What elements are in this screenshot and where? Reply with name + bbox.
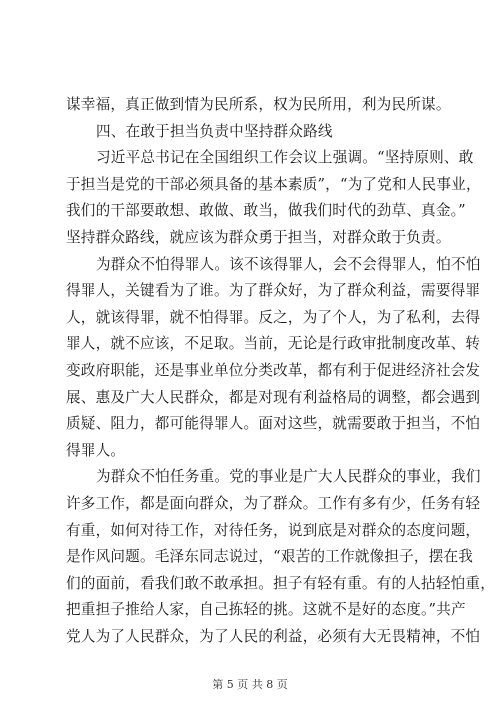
text-line: 坚持群众路线，就应该为群众勇于担当，对群众敢于负责。 <box>66 228 451 246</box>
text-line: 得罪人。 <box>66 441 126 459</box>
text-line: 得罪人，关键看为了谁。为了群众好，为了群众利益，需要得罪 <box>66 282 481 300</box>
text-line: 为群众不怕得罪人。该不该得罪人，会不会得罪人，怕不怕 <box>96 255 481 273</box>
text-line: 习近平总书记在全国组织工作会议上强调。“坚持原则、敢 <box>96 149 474 167</box>
text-line: 党人为了人民群众，为了人民的利益，必须有大无畏精神，不怕 <box>66 627 481 645</box>
body-text <box>66 92 496 650</box>
section-heading: 四、在敢于担当负责中坚持群众路线 <box>96 122 333 140</box>
text-line: 展、惠及广大人民群众，都是对现有利益格局的调整，都会遇到 <box>66 388 481 406</box>
text-line: 们的面前，看我们敢不敢承担。担子有轻有重。有的人拈轻怕重， <box>66 574 496 592</box>
text-line: 是作风问题。毛泽东同志说过，“艰苦的工作就像担子，摆在我 <box>66 548 474 566</box>
text-line: 人，就该得罪，就不怕得罪。反之，为了个人，为了私利，去得 <box>66 308 481 326</box>
text-line: 变政府职能，还是事业单位分类改革，都有利于促进经济社会发 <box>66 361 481 379</box>
text-line: 谋幸福，真正做到情为民所系，权为民所用，利为民所谋。 <box>66 96 451 113</box>
text-line: 于担当是党的干部必须具备的基本素质”，“为了党和人民事业， <box>66 175 481 193</box>
text-line: 罪人，就不应该，不足取。当前，无论是行政审批制度改革、转 <box>66 335 481 353</box>
text-line: 为群众不怕任务重。党的事业是广大人民群众的事业，我们 <box>96 468 481 486</box>
text-line: 有重，如何对待工作，对待任务，说到底是对群众的态度问题， <box>66 521 481 539</box>
text-line: 我们的干部要敢想、敢做、敢当，做我们时代的劲草、真金。” <box>66 202 466 220</box>
text-line: 质疑、阻力，都可能得罪人。面对这些，就需要敢于担当，不怕 <box>66 415 481 433</box>
text-line: 把重担子推给人家，自己拣轻的挑。这就不是好的态度。”共产 <box>66 601 466 619</box>
page-footer: 第 5 页 共 8 页 <box>212 678 288 691</box>
text-line: 许多工作，都是面向群众，为了群众。工作有多有少，任务有轻 <box>66 494 481 512</box>
